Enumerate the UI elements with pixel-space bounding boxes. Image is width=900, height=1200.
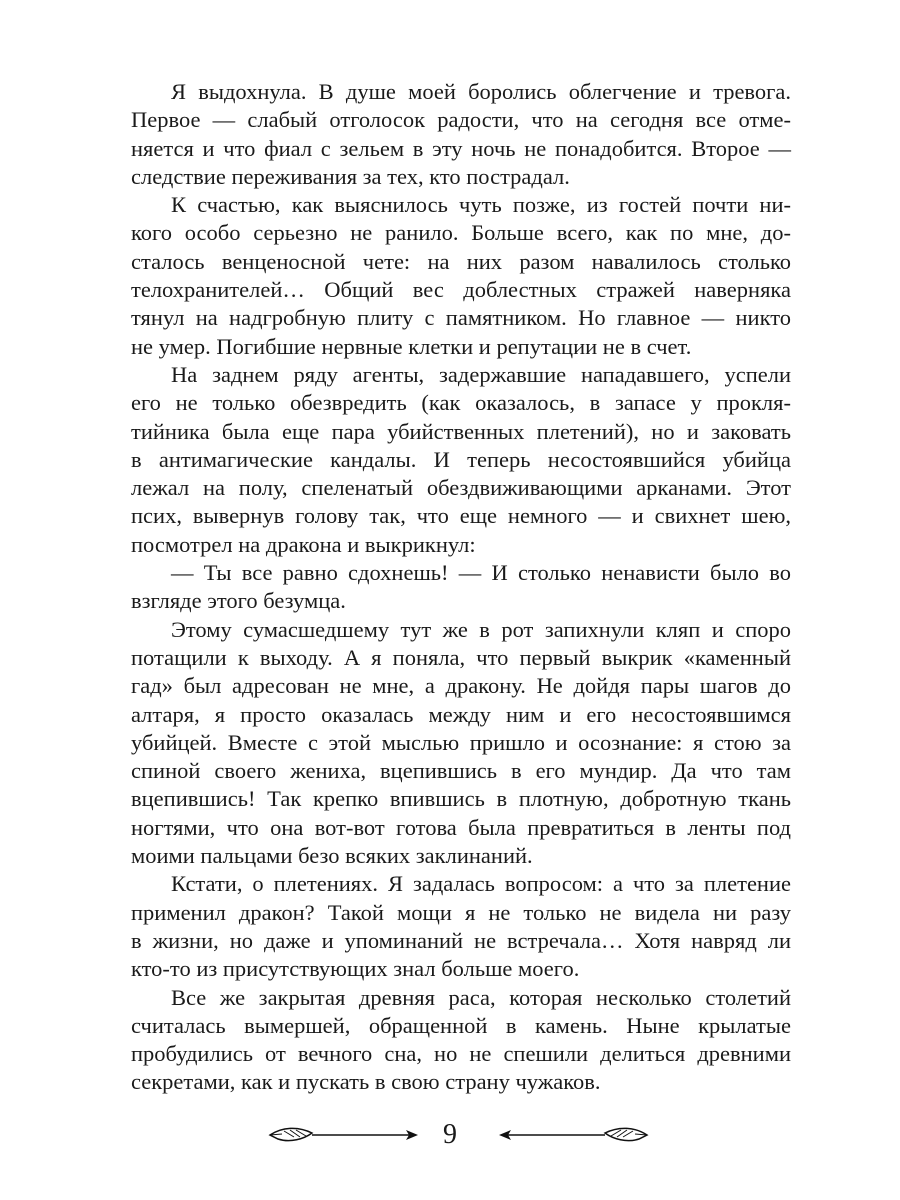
paragraph bbox=[131, 616, 791, 871]
text-line: следствие переживания за тех, кто пострадал. bbox=[131, 163, 570, 189]
feather-arrow-right-icon bbox=[497, 1123, 649, 1147]
text-line: Все же закрытая древняя раса, которая несколько столетий bbox=[171, 984, 791, 1010]
text-line: спиной своего жениха, вцепившись в его мундир. Да что там bbox=[131, 758, 791, 784]
text-line: няется и что фиал с зельем в эту ночь не понадобится. Второе — bbox=[131, 135, 791, 161]
text-line: лежал на полу, спеленатый обездвиживающими арканами. Этот bbox=[131, 475, 791, 501]
paragraph bbox=[131, 78, 791, 191]
text-line: кто-то из присутствующих знал больше моего. bbox=[131, 956, 580, 982]
paragraph bbox=[131, 191, 791, 361]
text-line: не умер. Погибшие нервные клетки и репутации не в счет. bbox=[131, 333, 692, 359]
text-line: ногтями, что она вот-вот готова была превратиться в ленты под bbox=[131, 814, 791, 840]
text-line: Я выдохнула. В душе моей боролись облегчение и тревога. bbox=[171, 79, 791, 104]
text-line: его не только обезвредить (как оказалось, в запасе у прокля- bbox=[131, 390, 791, 416]
text-line: — Ты все равно сдохнешь! — И столько ненависти было во bbox=[171, 560, 791, 586]
text-line: потащили к выходу. А я поняла, что первый выкрик «каменный bbox=[131, 644, 791, 670]
paragraph bbox=[131, 361, 791, 559]
text-line: тийника была еще пара убийственных плетений), но и заковать bbox=[131, 418, 791, 444]
text-line: псих, вывернув голову так, что еще немного — и свихнет шею, bbox=[131, 503, 791, 529]
text-line: пробудились от вечного сна, но не спешили делиться древними bbox=[131, 1041, 791, 1067]
text-line: гад» был адресован не мне, а дракону. Не дойдя пары шагов до bbox=[131, 673, 791, 699]
paragraph bbox=[131, 559, 791, 616]
text-line: К счастью, как выяснилось чуть позже, из гостей почти ни- bbox=[171, 192, 791, 218]
text-line: тянул на надгробную плиту с памятником. Но главное — никто bbox=[131, 305, 791, 331]
text-line: телохранителей… Общий вес доблестных стражей наверняка bbox=[131, 277, 791, 303]
text-line: кого особо серьезно не ранило. Больше всего, как по мне, до- bbox=[131, 220, 791, 246]
page-number: 9 bbox=[443, 1119, 457, 1150]
text-line: Кстати, о плетениях. Я задалась вопросом: а что за плетение bbox=[171, 871, 791, 897]
text-line: вцепившись! Так крепко впившись в плотную, добротную ткань bbox=[131, 786, 791, 812]
text-line: Этому сумасшедшему тут же в рот запихнули кляп и споро bbox=[171, 616, 791, 642]
text-line: моими пальцами безо всяких заклинаний. bbox=[131, 843, 533, 869]
text-line: в жизни, но даже и упоминаний не встречала… Хотя навряд ли bbox=[131, 927, 791, 953]
text-line: взгляде этого безумца. bbox=[131, 588, 346, 614]
text-line: применил дракон? Такой мощи я не только не видела ни разу bbox=[131, 899, 791, 925]
text-line: секретами, как и пускать в свою страну чужаков. bbox=[131, 1069, 601, 1095]
text-line: убийцей. Вместе с этой мыслью пришло и осознание: я стою за bbox=[131, 729, 791, 755]
text-line: алтаря, я просто оказалась между ним и его несостоявшимся bbox=[131, 701, 791, 727]
text-line: сталось венценосной чете: на них разом навалилось столько bbox=[131, 248, 791, 274]
paragraph bbox=[131, 870, 791, 983]
text-line: посмотрел на дракона и выкрикнул: bbox=[131, 531, 476, 557]
text-line: в антимагические кандалы. И теперь несостоявшийся убийца bbox=[131, 446, 791, 472]
text-line: Первое — слабый отголосок радости, что на сегодня все отме- bbox=[131, 107, 791, 133]
paragraph bbox=[131, 984, 791, 1097]
text-line: считалась вымершей, обращенной в камень. Ныне крылатые bbox=[131, 1012, 791, 1038]
page-body-text bbox=[131, 78, 791, 1097]
text-line: На заднем ряду агенты, задержавшие нападавшего, успели bbox=[171, 361, 791, 387]
page-footer bbox=[0, 1115, 900, 1155]
